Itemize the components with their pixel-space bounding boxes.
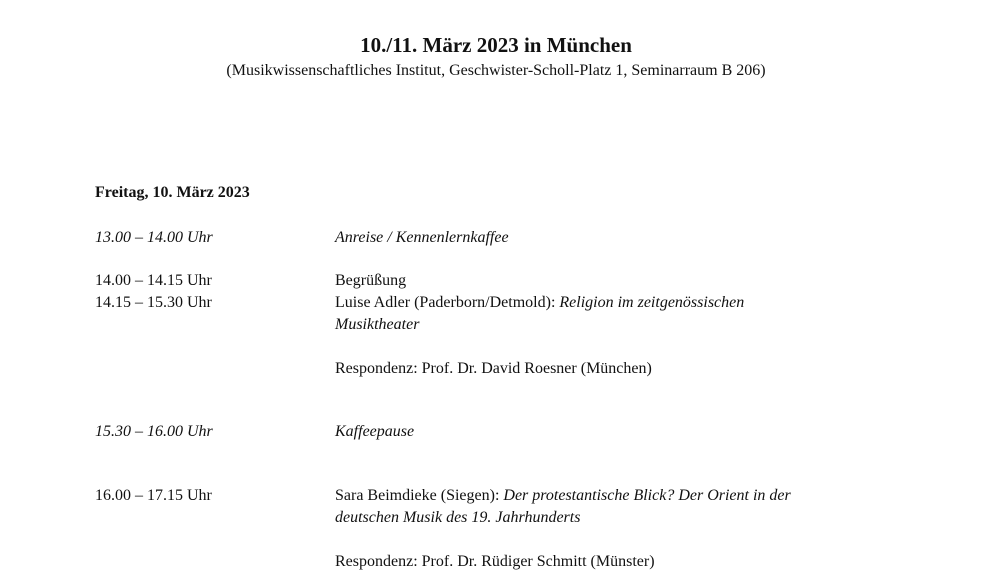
page-title: 10./11. März 2023 in München xyxy=(360,33,632,57)
talk-line xyxy=(335,292,855,314)
day-heading: Freitag, 10. März 2023 xyxy=(95,184,250,201)
schedule-item-text: Begrüßung xyxy=(335,272,407,289)
schedule-time: 14.00 – 14.15 Uhr xyxy=(95,272,212,289)
schedule-item-text: Kaffeepause xyxy=(335,423,415,440)
speaker-name: Luise Adler (Paderborn/Detmold): xyxy=(335,294,556,311)
talk-block xyxy=(335,485,855,573)
talk-block xyxy=(335,292,855,380)
talk-title: Religion im zeitgenössischen xyxy=(559,294,745,311)
speaker-name: Sara Beimdieke (Siegen): xyxy=(335,487,500,504)
schedule-item-text: Anreise / Kennenlernkaffee xyxy=(335,229,509,246)
respondent: Respondenz: Prof. Dr. David Roesner (München) xyxy=(335,360,652,377)
talk-line xyxy=(335,485,855,507)
spacer xyxy=(335,336,855,358)
schedule-time: 13.00 – 14.00 Uhr xyxy=(95,229,213,246)
respondent: Respondenz: Prof. Dr. Rüdiger Schmitt (Münster) xyxy=(335,553,655,570)
schedule-time: 14.15 – 15.30 Uhr xyxy=(95,294,212,311)
talk-title-continued: deutschen Musik des 19. Jahrhunderts xyxy=(335,509,581,526)
schedule-time: 15.30 – 16.00 Uhr xyxy=(95,423,213,440)
spacer xyxy=(335,529,855,551)
talk-title: Der protestantische Blick? Der Orient in der xyxy=(503,487,791,504)
venue-subtitle: (Musikwissenschaftliches Institut, Geschwister-Scholl-Platz 1, Seminarraum B 206) xyxy=(226,62,766,79)
schedule-time: 16.00 – 17.15 Uhr xyxy=(95,487,212,504)
talk-title-continued: Musiktheater xyxy=(335,316,420,333)
